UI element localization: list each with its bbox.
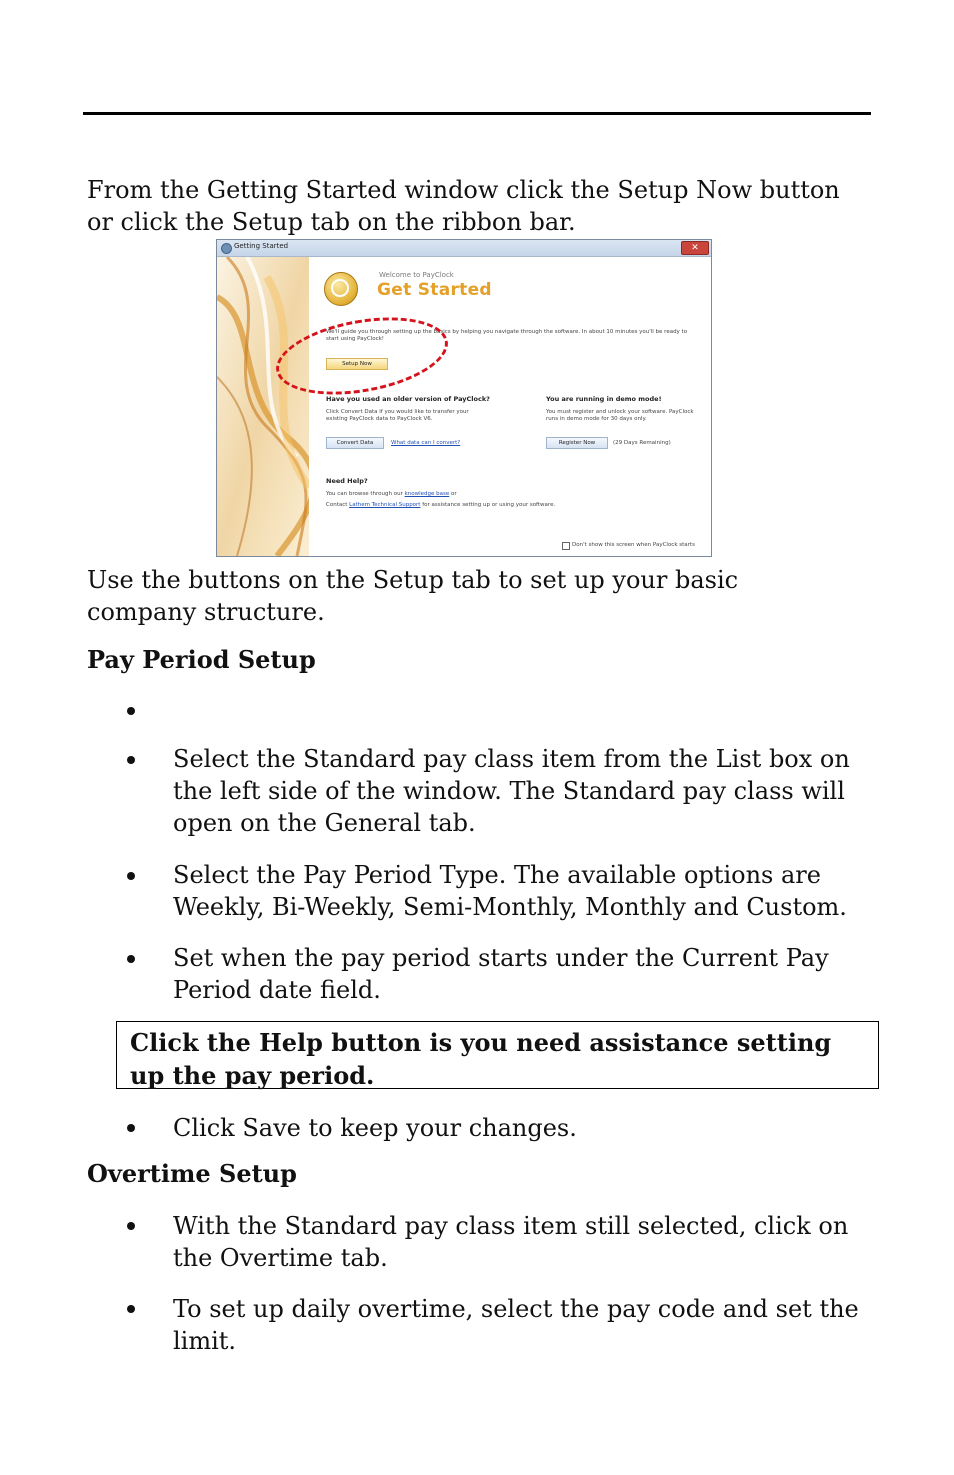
bullet-marker <box>127 1124 135 1132</box>
bullet-marker <box>127 756 135 764</box>
header-rule <box>83 112 871 115</box>
help-line-1 <box>326 491 696 498</box>
app-icon <box>221 243 232 254</box>
paycheck-logo-icon <box>324 272 358 306</box>
demo-text: You must register and unlock your software. PayClock runs in demo mode for 30 days only. <box>546 409 694 422</box>
get-started-title: Get Started <box>377 280 492 300</box>
bullet-marker <box>127 872 135 880</box>
need-help-heading: Need Help? <box>326 477 368 485</box>
setup-now-button[interactable]: Setup Now <box>326 358 388 370</box>
pay-period-bullet-2: Select the Standard pay class item from the List box on the left side of the window. The Standard pay class will open on the General tab. <box>173 745 850 837</box>
tech-support-link[interactable]: Lathem Technical Support <box>349 502 421 508</box>
close-button[interactable]: ✕ <box>681 241 709 255</box>
convert-data-button[interactable]: Convert Data <box>326 437 384 449</box>
what-data-link[interactable]: What data can I convert? <box>391 440 461 446</box>
setup-paragraph: Use the buttons on the Setup tab to set up your basic company structure. <box>87 566 739 626</box>
pay-period-bullet-3: Select the Pay Period Type. The available options are Weekly, Bi-Weekly, Semi-Monthly, Monthly and Custom. <box>173 861 847 921</box>
overtime-bullet-2: To set up daily overtime, select the pay code and set the limit. <box>173 1295 859 1355</box>
overtime-bullet-1: With the Standard pay class item still selected, click on the Overtime tab. <box>173 1212 849 1272</box>
bullet-marker <box>127 707 135 715</box>
bullet-marker <box>127 1222 135 1230</box>
knowledge-base-link[interactable]: knowledge base <box>404 491 450 497</box>
bullet-marker <box>127 1305 135 1313</box>
older-version-heading: Have you used an older version of PayClock? <box>326 395 490 403</box>
save-bullet: Click Save to keep your changes. <box>173 1114 577 1142</box>
demo-heading: You are running in demo mode! <box>546 395 662 403</box>
guide-text: We'll guide you through setting up the basics by helping you navigate through the software. In about 10 minutes you'll be ready to start using PayClock! <box>326 329 688 342</box>
dont-show-label: Don't show this screen when PayClock starts <box>572 542 695 548</box>
help-line-1-pre: You can browse through our <box>326 491 403 497</box>
days-remaining: (29 Days Remaining) <box>613 440 671 446</box>
overtime-heading: Overtime Setup <box>87 1159 297 1188</box>
help-line-2-pre: Contact <box>326 502 348 508</box>
window-title: Getting Started <box>234 242 289 250</box>
register-now-button[interactable]: Register Now <box>546 437 608 449</box>
window-titlebar <box>217 240 711 257</box>
help-line-2-post: for assistance setting up or using your software. <box>422 502 556 508</box>
dont-show-checkbox[interactable] <box>562 542 570 550</box>
pay-period-heading: Pay Period Setup <box>87 645 316 674</box>
pay-period-bullet-4: Set when the pay period starts under the Current Pay Period date field. <box>173 944 829 1004</box>
intro-paragraph: From the Getting Started window click the Setup Now button or click the Setup tab on the ribbon bar. <box>87 176 840 236</box>
help-note-box: Click the Help button is you need assistance setting up the pay period. <box>116 1021 879 1089</box>
welcome-text: Welcome to PayClock <box>379 271 454 279</box>
getting-started-screenshot <box>216 239 712 557</box>
decorative-swirl <box>217 257 309 556</box>
help-line-2 <box>326 502 696 509</box>
older-version-text: Click Convert Data if you would like to transfer your existing PayClock data to PayClock V6. <box>326 409 469 422</box>
help-line-1-post: or <box>451 491 457 497</box>
bullet-marker <box>127 955 135 963</box>
